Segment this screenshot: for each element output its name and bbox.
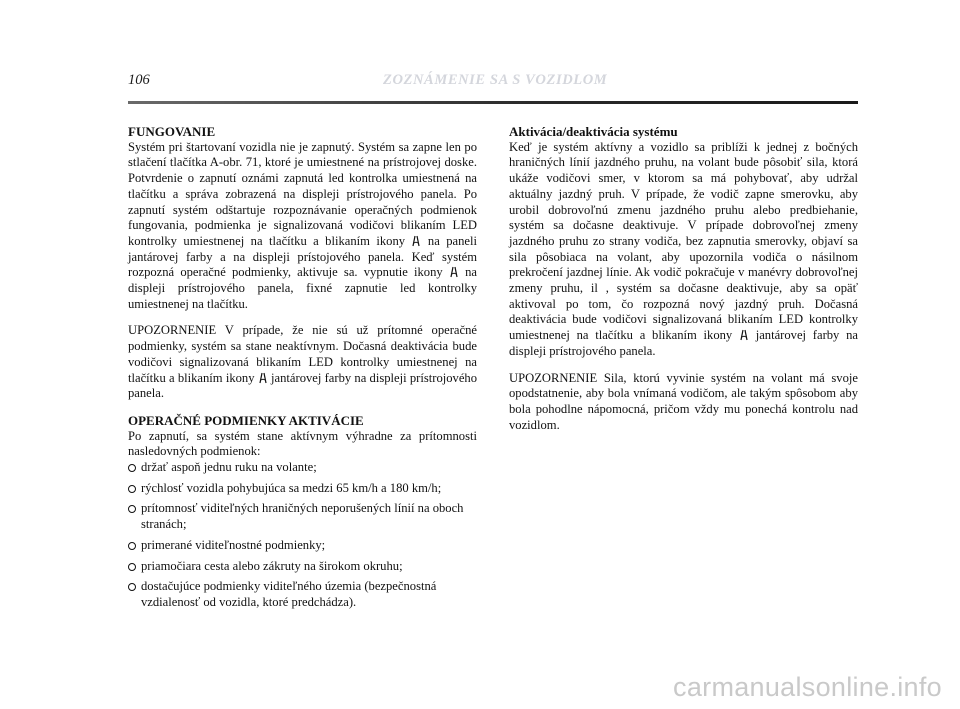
paragraph-upozornenie — [128, 323, 477, 402]
paragraph-fungovanie — [128, 140, 477, 313]
list-item — [128, 579, 477, 610]
section-title: ZOZNÁMENIE SA S VOZIDLOM — [383, 72, 608, 88]
page-header — [128, 72, 858, 94]
list-item-text: držať aspoň jednu ruku na volante; — [141, 460, 317, 475]
circle-bullet-icon — [128, 505, 136, 513]
list-item — [128, 460, 477, 476]
lane-assist-icon — [258, 372, 268, 384]
right-column — [509, 124, 858, 433]
text-run: jantárovej farby na displeji prístrojového panela. — [128, 370, 478, 401]
heading-fungovanie: FUNGOVANIE — [128, 124, 216, 139]
watermark: carmanualsonline.info — [673, 672, 942, 702]
list-item-text: dostačujúce podmienky viditeľného územia (bezpečnostná vzdialenosť od vozidla, ktoré predchádza). — [141, 579, 437, 609]
conditions-list — [128, 460, 477, 611]
paragraph-aktivacia — [509, 140, 858, 360]
circle-bullet-icon — [128, 485, 136, 493]
text-run: na displeji prístrojového panela, fixné zapnutie led kontrolky umiestnenej na tlačítku. — [128, 265, 477, 311]
list-item-text: primerané viditeľnostné podmienky; — [141, 537, 326, 552]
list-item — [128, 538, 477, 554]
circle-bullet-icon — [128, 563, 136, 571]
circle-bullet-icon — [128, 583, 136, 591]
list-item-text: rýchlosť vozidla pohybujúca sa medzi 65 km/h a 180 km/h; — [141, 480, 442, 495]
header-rule — [128, 101, 858, 104]
list-item-text: prítomnosť viditeľných hraničných neporušených línií na oboch stranách; — [141, 501, 464, 532]
lane-assist-icon — [449, 266, 459, 278]
circle-bullet-icon — [128, 464, 136, 472]
left-column — [128, 124, 477, 616]
text-run: na paneli jantárovej farby a na displeji prístojového panela. Keď systém rozpozná operačné podmienky, aktivuje sa. vypnutie ikony — [128, 233, 477, 280]
list-item — [128, 501, 477, 532]
list-item — [128, 559, 477, 575]
list-item — [128, 481, 477, 497]
paragraph-podmienky-intro: Po zapnutí, sa systém stane aktívnym výhradne za prítomnosti nasledovných podmienok: — [128, 428, 477, 459]
lane-assist-icon — [739, 329, 749, 341]
paragraph-upozornenie-sila: UPOZORNENIE Sila, ktorú vyvinie systém na volant má svoje opodstatnenie, aby bola vnímaná vodičom, ale takým spôsobom aby bola pohodlne nápomocná, pričom vždy mu ponechá kontrolu nad vozidlom. — [509, 370, 858, 432]
text-run: UPOZORNENIE V prípade, že nie sú už prítomné operačné podmienky, systém sa stane neaktívnym. Dočasná deaktivácia bude vodičovi signalizovaná blikaním LED kontrolky umiestnenej na tlačítku a blikaním ikony — [128, 323, 477, 385]
page-number: 106 — [128, 72, 150, 88]
list-item-text: priamočiara cesta alebo zákruty na širokom okruhu; — [141, 558, 403, 573]
text-run: Keď je systém aktívny a vozidlo sa priblíži k jednej z bočných hraničných línií jazdného pruhu, na volant bude pôsobiť sila, ktorá ukáže vodičovi smer, v ktorom sa má pohybovať, aby udržal aktuálny jazdný pruh. V prípade, že vodič zapne smerovku, aby urobil dobrovoľnú zmenu jazdného pruhu alebo predbiehanie, systém sa dočasne deaktivuje. V prípade dobrovoľnej zmeny jazdného pruhu zo strany vodiča, bez zapnutia smerovky, objaví sa sila pôsobiaca na volant, aby upozornila vodiča o násilnom prekročení jazdnej línie. Ak vodič pokračuje v manévry dobrovoľnej zmeny pruhu, il , systém sa dočasne deaktivuje, aby sa opäť aktivoval po tom, čo rozpozná nový jazdný pruh. Dočasná deaktivácia bude vodičovi signalizovaná blikaním LED kontrolky umiestnenej na tlačítku a blikaním ikony — [509, 139, 858, 343]
lane-assist-icon — [411, 235, 421, 247]
text-run: jantárovej farby na displeji prístrojového panela. — [509, 328, 858, 358]
circle-bullet-icon — [128, 542, 136, 550]
heading-aktivacia: Aktivácia/deaktivácia systému — [509, 124, 678, 139]
heading-operacne-podmienky: OPERAČNÉ PODMIENKY AKTIVÁCIE — [128, 412, 364, 428]
text-run: Systém pri štartovaní vozidla nie je zapnutý. Systém sa zapne len po stlačení tlačítka A-obr. 71, ktoré je umiestnené na prístrojovej doske. Potvrdenie o zapnutí oznámi zapnutá led kontrolka umiestnená na tlačítku a správa zobrazená na displeji prístrojového panela. Po zapnutí systém odštartuje rozpoznávanie operačných podmienok fungovania, podmienka je signalizovaná vodičovi blikaním LED kontrolky umiestnenej na tlačítku a blikaním ikony — [128, 139, 477, 248]
